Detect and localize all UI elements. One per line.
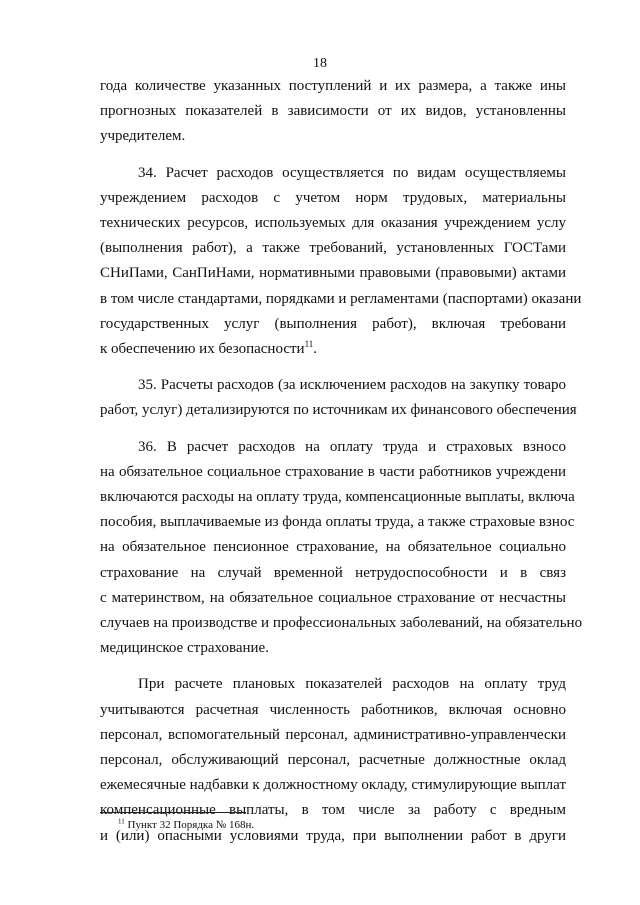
- text-line: пособия, выплачиваемые из фонда оплаты труда, а также страховые взнос: [100, 514, 575, 531]
- text-line: ежемесячные надбавки к должностному окладу, стимулирующие выплат: [100, 777, 566, 794]
- footnote-reference: 11: [304, 339, 314, 350]
- footnote-text: Пункт 32 Порядка № 168н.: [127, 819, 255, 831]
- text-line: страхование на случай временной нетрудоспособности и в связ: [100, 564, 566, 581]
- paragraph-36: [100, 435, 583, 662]
- text-line: технических ресурсов, используемых для оказания учреждением услу: [100, 215, 566, 232]
- page-number: 18: [313, 56, 327, 71]
- paragraph-34: [100, 161, 582, 363]
- text-line: (выполнения работ), а также требований, установленных ГОСТами: [100, 240, 566, 257]
- text-line: к обеспечению их безопасности$^{11}$.: [100, 339, 317, 358]
- text-line: и (или) опасными условиями труда, при выполнении работ в други: [100, 827, 566, 844]
- text-line: в том числе стандартами, порядками и регламентами (паспортами) оказани: [100, 290, 582, 307]
- text-line: учредителем.: [100, 128, 186, 145]
- footnote-marker: 11: [118, 817, 125, 826]
- text-line: учреждением расходов с учетом норм трудовых, материальны: [100, 189, 566, 206]
- text-line: прогнозных показателей в зависимости от их видов, установленны: [100, 103, 566, 120]
- text-line: персонал, обслуживающий персонал, расчетные должностные оклад: [100, 752, 566, 769]
- text-line: При расчете плановых показателей расходов на оплату труд: [138, 676, 566, 693]
- text-line: 36. В расчет расходов на оплату труда и страховых взносо: [138, 438, 566, 455]
- text-line: на обязательное социальное страхование в части работников учреждени: [100, 463, 566, 480]
- text-line: с материнством, на обязательное социальное страхование от несчастны: [100, 589, 566, 606]
- text-line: учитываются расчетная численность работников, включая основно: [100, 701, 566, 718]
- text-line: включаются расходы на оплату труда, компенсационные выплаты, включа: [100, 489, 575, 506]
- text-line: года количестве указанных поступлений и их размера, а также ины: [100, 78, 566, 94]
- text-line: компенсационные выплаты, в том числе за работу с вредным: [100, 802, 566, 819]
- text-line: на обязательное пенсионное страхование, на обязательное социально: [100, 539, 566, 556]
- text-line: медицинское страхование.: [100, 640, 269, 657]
- footnote: [118, 818, 254, 832]
- text-line: 34. Расчет расходов осуществляется по видам осуществляемы: [138, 164, 566, 181]
- text-line: 35. Расчеты расходов (за исключением расходов на закупку товаро: [138, 377, 566, 394]
- text-line: государственных услуг (выполнения работ), включая требовани: [100, 315, 566, 332]
- text-line: случаев на производстве и профессиональных заболеваний, на обязательно: [100, 615, 583, 632]
- text-line: персонал, вспомогательный персонал, административно-управленчески: [100, 726, 566, 743]
- paragraph-continuation: [100, 74, 566, 150]
- text-line-content: к обеспечению их безопасности: [100, 341, 305, 358]
- footnote-separator: [100, 812, 246, 813]
- document-body: [100, 74, 583, 849]
- text-line: СНиПами, СанПиНами, нормативными правовыми (правовыми) актами: [100, 265, 566, 282]
- text-line: работ, услуг) детализируются по источникам их финансового обеспечения: [100, 402, 577, 419]
- paragraph-35: [100, 373, 577, 423]
